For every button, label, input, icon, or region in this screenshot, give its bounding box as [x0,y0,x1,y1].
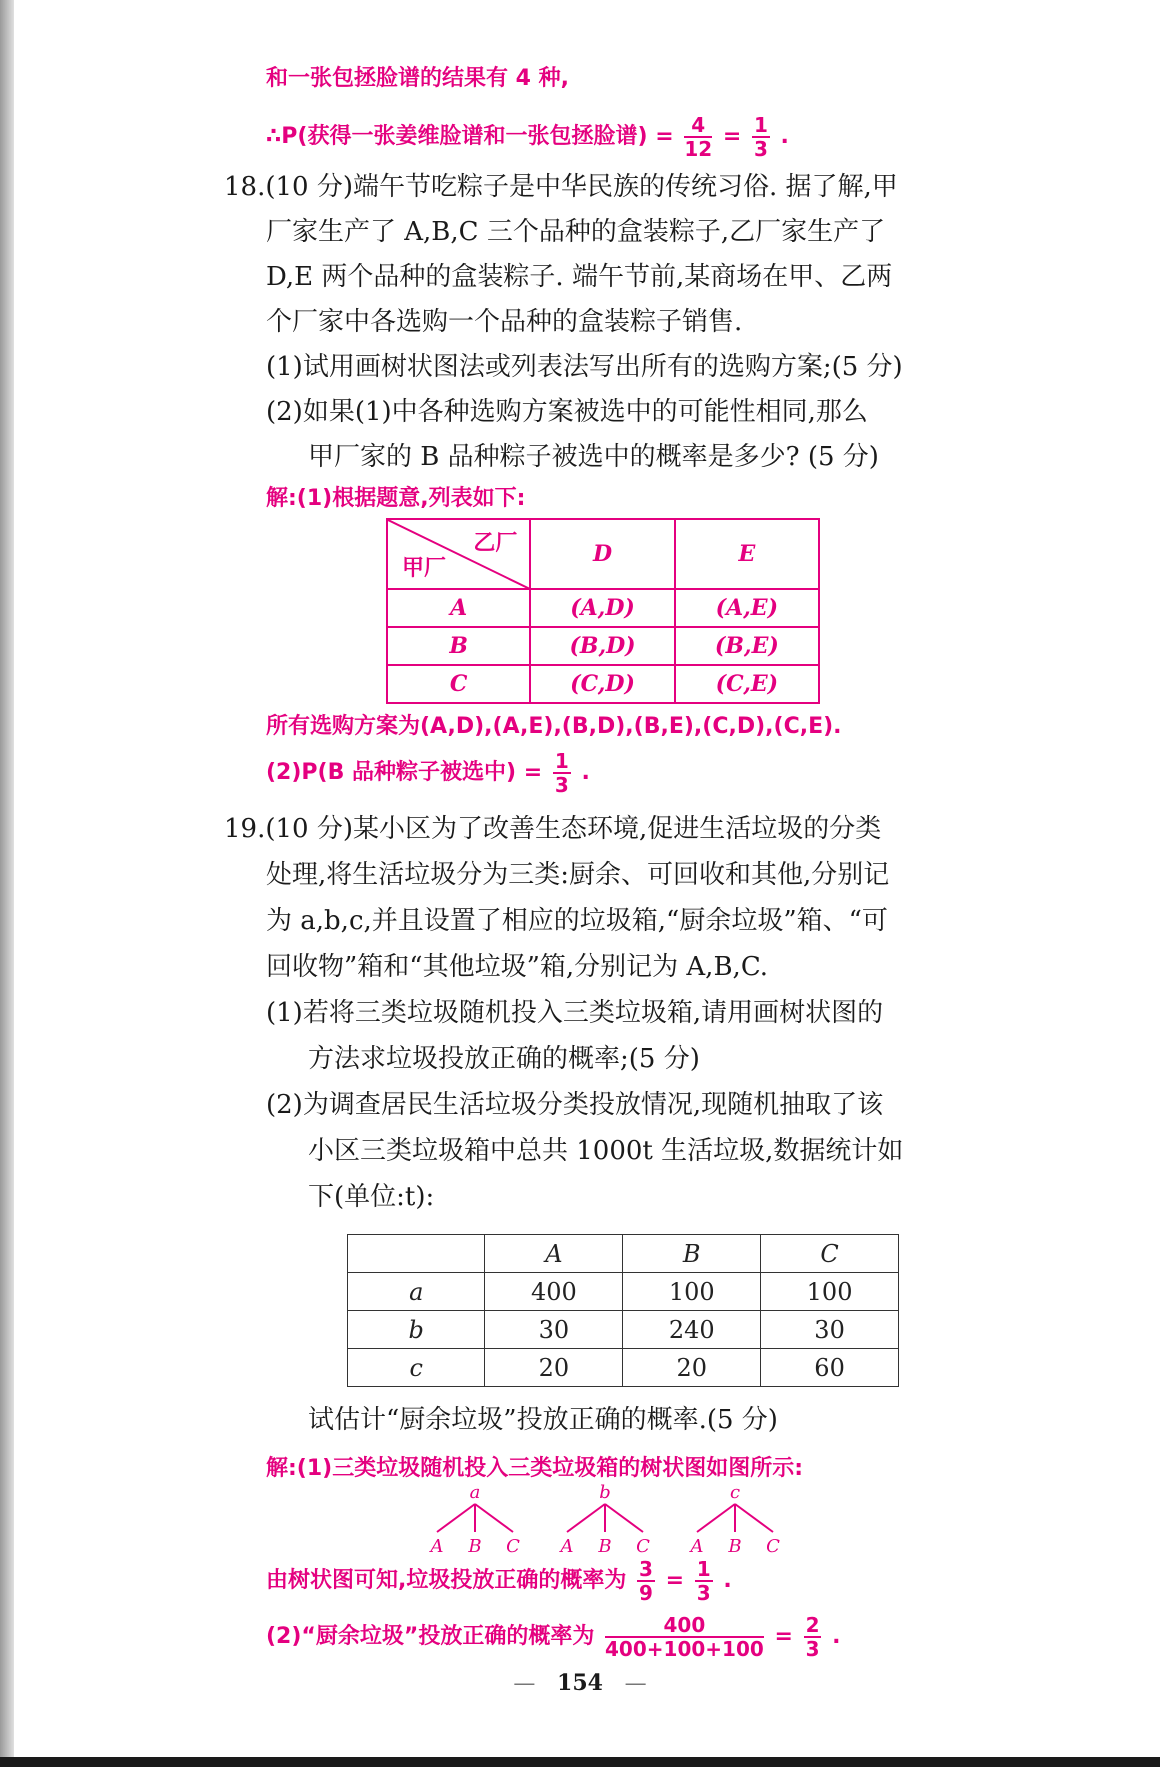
q18-all-plans: 所有选购方案为(A,D),(A,E),(B,D),(B,E),(C,D),(C,E). [266,714,842,739]
q18-part-2: (2)如果(1)中各种选购方案被选中的可能性相同,那么 [266,397,868,427]
q19-solution-intro: 解:(1)三类垃圾随机投入三类垃圾箱的树状图如图所示: [266,1456,804,1481]
table-cell: 100 [623,1273,761,1311]
tree-leaf: B [728,1536,742,1556]
tree-c [689,1482,781,1556]
q18-line-1: 18.(10 分)端午节吃粽子是中华民族的传统习俗. 据了解,甲 [224,172,898,202]
row-label-b: B [387,627,530,665]
q19-line-4: 回收物”箱和“其他垃圾”箱,分别记为 A,B,C. [266,952,769,982]
table-cell: (A,E) [675,589,819,627]
tree-leaf: B [598,1536,612,1556]
col-header-c: C [761,1235,899,1273]
tree-leaf: C [636,1536,650,1556]
col-header-d: D [530,519,674,589]
q19-answer-2: (2)“厨余垃圾”投放正确的概率为 $\frac{400}{400+100+100}$ = $\frac{2}{3}$ . [266,1613,841,1661]
table-cell: 30 [485,1311,623,1349]
q19-estimate: 试估计“厨余垃圾”投放正确的概率.(5 分) [308,1405,778,1435]
table-cell: (B,E) [675,627,819,665]
tree-leaf: C [766,1536,780,1556]
tree-leaf: C [506,1536,520,1556]
q19-part-2-cont2: 下(单位:t): [308,1182,435,1212]
table-cell: (B,D) [530,627,674,665]
q18-line-2: 厂家生产了 A,B,C 三个品种的盒装粽子,乙厂家生产了 [266,217,886,247]
q18-solution-intro: 解:(1)根据题意,列表如下: [266,486,526,511]
table-cell: 240 [623,1311,761,1349]
q19-data-table [347,1234,899,1387]
table-cell: 60 [761,1349,899,1387]
q18-answer-2: (2)P(B 品种粽子被选中) = $\frac{1}{3}$ . [266,749,590,797]
fraction-2-3: $\frac{2}{3}$ [805,1613,820,1661]
fraction-3-9: $\frac{3}{9}$ [639,1557,653,1605]
row-label-a: A [387,589,530,627]
col-header-e: E [675,519,819,589]
fraction-400-600: $\frac{400}{400+100+100}$ [605,1613,764,1661]
tree-root: a [469,1482,481,1503]
col-header-a: A [485,1235,623,1273]
table-cell: 400 [485,1273,623,1311]
q19-line-3: 为 a,b,c,并且设置了相应的垃圾箱,“厨余垃圾”箱、“可 [266,906,888,936]
table-cell: 20 [485,1349,623,1387]
q19-part-1: (1)若将三类垃圾随机投入三类垃圾箱,请用画树状图的 [266,998,884,1028]
q18-part-1: (1)试用画树状图法或列表法写出所有的选购方案;(5 分) [266,352,903,382]
table-corner-cell [387,519,530,589]
tree-root: c [729,1482,741,1503]
q19-part-2-cont: 小区三类垃圾箱中总共 1000t 生活垃圾,数据统计如 [308,1136,904,1166]
bottom-bar [0,1757,1160,1767]
tree-a [429,1482,521,1556]
top-line-2: ∴P(获得一张姜维脸谱和一张包拯脸谱) = $\frac{4}{12}$ = $\frac{1}{3}$ . [266,113,789,161]
corner-top-label: 乙厂 [473,531,518,556]
row-label-b: b [348,1311,485,1349]
row-label-a: a [348,1273,485,1311]
page-edge-shadow [0,0,14,1767]
tree-b [559,1482,651,1556]
table-cell: 20 [623,1349,761,1387]
top-line-1: 和一张包拯脸谱的结果有 4 种, [266,66,569,91]
top-line-2-prefix: ∴P(获得一张姜维脸谱和一张包拯脸谱) = [266,124,674,149]
q19-line-2: 处理,将生活垃圾分为三类:厨余、可回收和其他,分别记 [266,860,890,890]
q19-part-2: (2)为调查居民生活垃圾分类投放情况,现随机抽取了该 [266,1090,884,1120]
page-number: — 154 — [513,1670,647,1696]
table-cell: (A,D) [530,589,674,627]
fraction-1-3: $\frac{1}{3}$ [753,113,768,161]
row-label-c: c [348,1349,485,1387]
q18-line-3: D,E 两个品种的盒装粽子. 端午节前,某商场在甲、乙两 [266,262,893,292]
tree-leaf: A [560,1536,574,1556]
fraction-1-3: $\frac{1}{3}$ [554,749,569,797]
row-label-c: C [387,665,530,703]
table-corner-empty [348,1235,485,1273]
q18-part-2-cont: 甲厂家的 B 品种粽子被选中的概率是多少? (5 分) [308,442,879,472]
tree-leaf: A [690,1536,704,1556]
tree-leaf: A [430,1536,444,1556]
q19-tree-conclusion: 由树状图可知,垃圾投放正确的概率为 $\frac{3}{9}$ = $\frac{1}{3}$ . [266,1557,732,1605]
page-number-value: 154 [557,1670,603,1696]
tree-leaf: B [468,1536,482,1556]
fraction-4-12: $\frac{4}{12}$ [684,113,713,161]
fraction-1-3: $\frac{1}{3}$ [696,1557,711,1605]
col-header-b: B [623,1235,761,1273]
tree-root: b [599,1482,611,1503]
table-cell: (C,E) [675,665,819,703]
q19-part-1-cont: 方法求垃圾投放正确的概率;(5 分) [308,1044,700,1074]
table-cell: (C,D) [530,665,674,703]
table-cell: 30 [761,1311,899,1349]
q18-line-4: 个厂家中各选购一个品种的盒装粽子销售. [266,307,743,337]
tree-diagram [420,1482,790,1556]
q19-line-1: 19.(10 分)某小区为了改善生态环境,促进生活垃圾的分类 [224,814,882,844]
corner-bottom-label: 甲厂 [402,556,447,581]
q18-solution-table [386,518,820,704]
table-cell: 100 [761,1273,899,1311]
